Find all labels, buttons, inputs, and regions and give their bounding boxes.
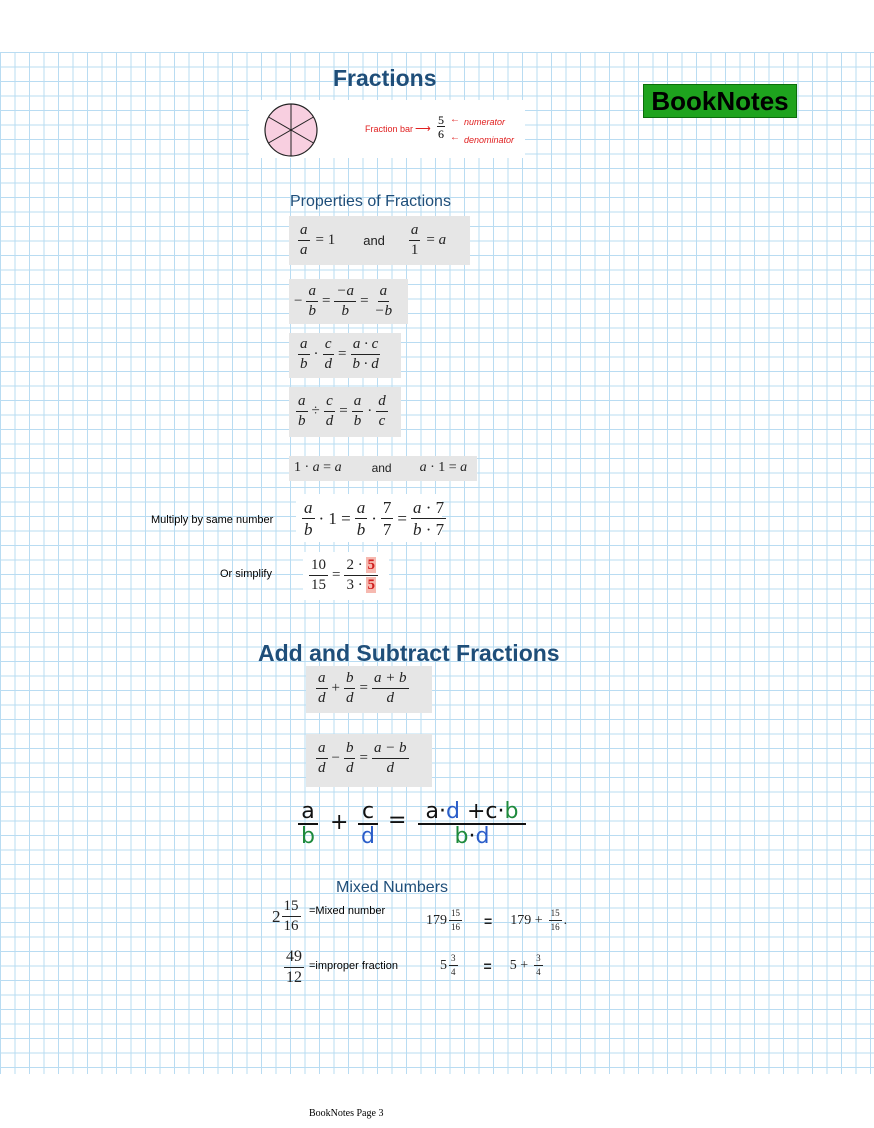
property-one-formula: 1 · a = a and a · 1 = a [294, 460, 468, 475]
page-title: Fractions [333, 65, 437, 91]
subtract-formula: $\frac{a}{d}$ − $\frac{b}{d}$ = $\frac{a - b}{d}$ [318, 740, 407, 776]
numerator-label: numerator [464, 117, 506, 127]
add-subtract-title: Add and Subtract Fractions [258, 640, 560, 666]
denominator-label: denominator [464, 135, 515, 145]
page-footer: BookNotes Page 3 [309, 1108, 384, 1119]
mixed-number-example: 2 $\frac{15}{16}$ [272, 898, 299, 934]
diagram-fraction [437, 114, 445, 140]
arrow-right-icon: ⟶ [415, 123, 431, 135]
simplify-label: Or simplify [220, 568, 272, 580]
properties-title: Properties of Fractions [290, 193, 451, 210]
pie-sixths-icon [263, 102, 319, 158]
simplify-example-formula: $\frac{10}{15}$ = $\frac{2 \cdot 5}{3 \cdot 5}$ [309, 558, 378, 593]
improper-fraction-example: $\frac{49}{12}$ [286, 948, 302, 986]
property-identity-formula: $\frac{a}{a}$ = 1 and $\frac{a}{1}$ = a [300, 222, 447, 258]
diagram-denominator: 6 [438, 127, 444, 141]
property-divide-formula: $\frac{a}{b}$ ÷ $\frac{c}{d}$ = $\frac{a}{b}$ · $\frac{d}{c}$ [298, 393, 386, 429]
arrow-left-icon: ← [450, 132, 460, 143]
mixed-numbers-title: Mixed Numbers [336, 879, 449, 896]
and-label: and [371, 461, 392, 475]
arrow-left-icon: ← [450, 114, 460, 125]
mixed-number-expansion-2: 5 $\frac{3}{4}$ = 5 + $\frac{3}{4}$ [440, 953, 541, 977]
booknotes-badge [643, 84, 797, 118]
add-formula: $\frac{a}{d}$ + $\frac{b}{d}$ = $\frac{a + b}{d}$ [318, 670, 407, 706]
diagram-numerator: 5 [438, 113, 444, 127]
and-label: and [363, 233, 385, 248]
mixed-number-label: =Mixed number [309, 905, 386, 917]
fraction-diagram [249, 100, 525, 158]
multiply-label: Multiply by same number [151, 514, 274, 526]
property-negative-formula: − $\frac{a}{b}$ = $\frac{-a}{b}$ = $\frac{a}{-b}$ [294, 283, 393, 319]
property-multiply-formula: $\frac{a}{b}$ · $\frac{c}{d}$ = $\frac{a \cdot c}{b \cdot d}$ [300, 336, 379, 372]
booknotes-badge-label: BookNotes [651, 85, 789, 116]
improper-fraction-label: =improper fraction [309, 960, 398, 972]
multiply-example-formula: $\frac{a}{b}$ · 1 = $\frac{a}{b}$ · $\frac{7}{7}$ = $\frac{a \cdot 7}{b \cdot 7}$ [304, 498, 445, 539]
mixed-number-expansion-1: 179 $\frac{15}{16}$ = 179 + $\frac{15}{16}$ . [426, 908, 568, 932]
fraction-bar-label: Fraction bar [365, 124, 414, 134]
